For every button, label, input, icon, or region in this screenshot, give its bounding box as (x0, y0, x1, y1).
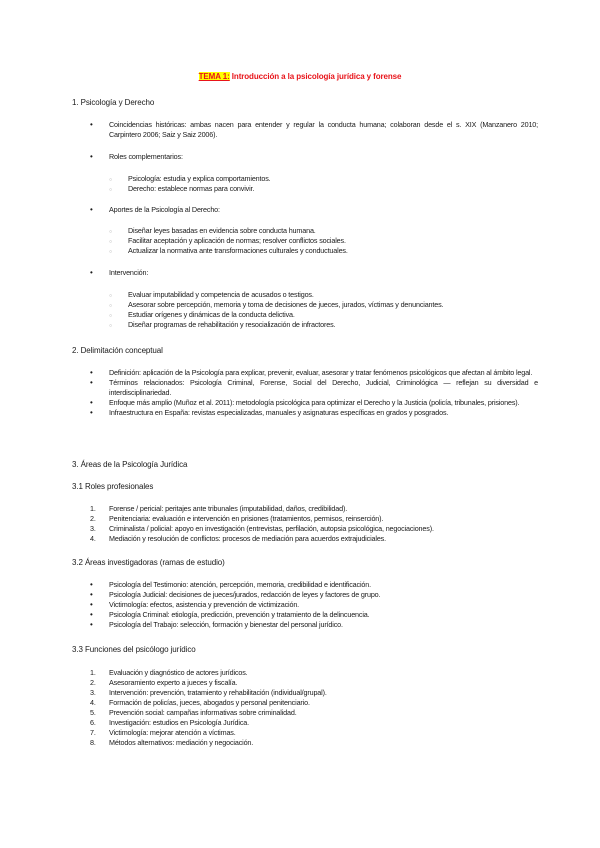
list-item: • Psicología Criminal: etiología, predicción, prevención y tratamiento de la delincuencia. (90, 610, 538, 620)
section-3-heading: 3. Áreas de la Psicología Jurídica (72, 460, 188, 469)
list-item: • Psicología del Trabajo: selección, formación y bienestar del personal jurídico. (90, 620, 538, 630)
list-item: 5. Prevención social: campañas informativas sobre criminalidad. (90, 708, 538, 718)
list-item: • Victimología: efectos, asistencia y prevención de victimización. (90, 600, 538, 610)
list-item: • Enfoque más amplio (Muñoz et al. 2011): metodología psicológica para optimizar el Derecho y la Justicia (policía, tribunales, prisiones). (90, 398, 538, 408)
section-3-2-heading: 3.2 Áreas investigadoras (ramas de estudio) (72, 558, 225, 567)
list-item: 1. Evaluación y diagnóstico de actores jurídicos. (90, 668, 538, 678)
section-1-heading: 1. Psicología y Derecho (72, 98, 155, 107)
list-item: 6. Investigación: estudios en Psicología Jurídica. (90, 718, 538, 728)
s1-bullet-2 (90, 152, 538, 162)
list-item: 4. Mediación y resolución de conflictos: procesos de mediación para acuerdos extrajudiciales. (90, 534, 538, 544)
section-3-3-heading: 3.3 Funciones del psicólogo jurídico (72, 645, 196, 654)
list-item: ○ Diseñar leyes basadas en evidencia sobre conducta humana. (109, 226, 557, 236)
list-item: 2. Penitenciaria: evaluación e intervención en prisiones (tratamientos, permisos, reinserción). (90, 514, 538, 524)
list-item: 3. Intervención: prevención, tratamiento y rehabilitación (individual/grupal). (90, 688, 538, 698)
list-item: ○ Diseñar programas de rehabilitación y resocialización de infractores. (109, 320, 557, 330)
list-item: 2. Asesoramiento experto a jueces y fiscalía. (90, 678, 538, 688)
list-item: ○ Facilitar aceptación y aplicación de normas; resolver conflictos sociales. (109, 236, 557, 246)
list-item: 7. Victimología: mejorar atención a víctimas. (90, 728, 538, 738)
list-item: 8. Métodos alternativos: mediación y negociación. (90, 738, 538, 748)
list-item: ○ Evaluar imputabilidad y competencia de acusados o testigos. (109, 290, 557, 300)
list-item: • Términos relacionados: Psicología Criminal, Forense, Social del Derecho, Judicial, Criminológica — reflejan su diversidad e interdisciplinariedad. (90, 378, 538, 398)
list-item: 4. Formación de policías, jueces, abogados y personal penitenciario. (90, 698, 538, 708)
list-item: • Psicología del Testimonio: atención, percepción, memoria, credibilidad e identificación. (90, 580, 538, 590)
section-2-heading: 2. Delimitación conceptual (72, 346, 163, 355)
s2-list (90, 368, 538, 418)
list-item: • Intervención: (90, 268, 538, 278)
s3-1-list (90, 504, 538, 544)
section-3-1-heading: 3.1 Roles profesionales (72, 482, 154, 491)
list-item: ○ Asesorar sobre percepción, memoria y toma de decisiones de jueces, jurados, víctimas y denunciantes. (109, 300, 557, 310)
list-item: • Roles complementarios: (90, 152, 538, 162)
s1-bullet-1 (90, 120, 538, 140)
list-item: • Definición: aplicación de la Psicología para explicar, prevenir, evaluar, asesorar y tratar fenómenos psicológicos que afectan al ámbito legal. (90, 368, 538, 378)
list-item: • Coincidencias históricas: ambas nacen para entender y regular la conducta humana; colaboran desde el s. XIX (Manzanero 2010; Carpintero 2006; Saiz y Saiz 2006). (90, 120, 538, 140)
list-item: ○ Actualizar la normativa ante transformaciones culturales y conductuales. (109, 246, 557, 256)
s1-aportes-list (90, 226, 557, 256)
title-text: Introducción a la psicología jurídica y forense (229, 72, 402, 81)
s3-3-list (90, 668, 538, 748)
list-item: ○ Derecho: establece normas para convivir. (109, 184, 557, 194)
list-item: • Psicología Judicial: decisiones de jueces/jurados, redacción de leyes y factores de grupo. (90, 590, 538, 600)
list-item: 1. Forense / pericial: peritajes ante tribunales (imputabilidad, daños, credibilidad). (90, 504, 538, 514)
list-item: ○ Estudiar orígenes y dinámicas de la conducta delictiva. (109, 310, 557, 320)
title-tag: TEMA 1: (198, 72, 230, 81)
list-item: 3. Criminalista / policial: apoyo en investigación (entrevistas, perfilación, autopsia psicológica, negociaciones). (90, 524, 538, 534)
s1-bullet-3 (90, 205, 538, 215)
list-item: • Aportes de la Psicología al Derecho: (90, 205, 538, 215)
list-item: • Infraestructura en España: revistas especializadas, manuales y asignaturas específicas en grados y posgrados. (90, 408, 538, 418)
document-title (0, 72, 600, 81)
s3-2-list (90, 580, 538, 630)
s1-bullet-4 (90, 268, 538, 278)
s1-intervencion-list (90, 290, 557, 330)
s1-roles-list (90, 174, 557, 194)
list-item: ○ Psicología: estudia y explica comportamientos. (109, 174, 557, 184)
